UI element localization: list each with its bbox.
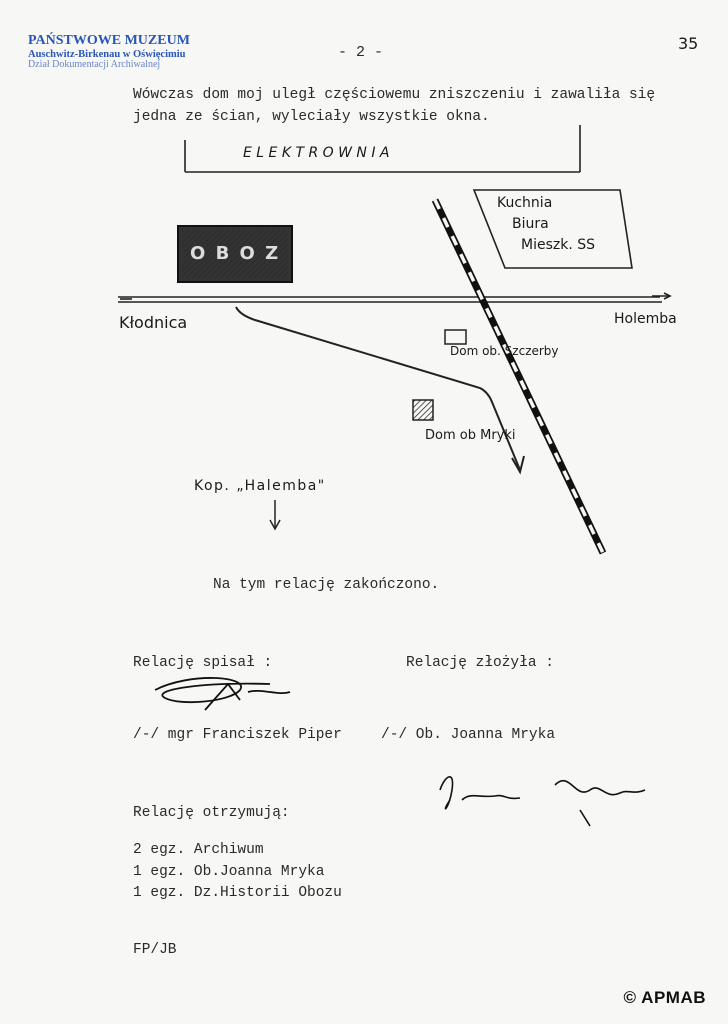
intro-line-1: Wówczas dom moj uległ częściowemu zniszczeniu i zawaliła się — [133, 87, 656, 103]
stamp-line-1: PAŃSTWOWE MUZEUM — [28, 33, 190, 48]
recipients-label: Relację otrzymują: — [133, 805, 290, 821]
mine-label: Kop. „Halemba" — [194, 478, 326, 494]
recipient-item: 1 egz. Dz.Historii Obozu — [133, 885, 342, 901]
recipient-item: 2 egz. Archiwum — [133, 842, 264, 858]
witness-name: /-/ Ob. Joanna Mryka — [381, 727, 556, 743]
mine-arrow — [270, 500, 280, 529]
ss-building-label-1: Kuchnia — [497, 195, 553, 211]
ss-building-label-2: Biura — [512, 216, 549, 232]
initials: FP/JB — [133, 942, 177, 958]
east-label: Holemba — [614, 311, 677, 327]
house-szczerba-label: Dom ob. Szczerby — [450, 344, 559, 358]
recorded-by-label: Relację spisał : — [133, 655, 273, 671]
stamp-line-2: Auschwitz-Birkenau w Oświęcimiu — [28, 48, 186, 60]
house-szczerba-marker — [445, 330, 466, 344]
side-road — [236, 307, 524, 472]
page-number: - 2 - — [338, 44, 384, 61]
recorder-name: /-/ mgr Franciszek Piper — [133, 727, 342, 743]
house-mryka-marker — [413, 400, 433, 420]
camp-label: O B O Z — [190, 243, 281, 264]
archive-number: 35 — [678, 34, 699, 53]
given-by-label: Relację złożyła : — [406, 655, 554, 671]
recipient-item: 1 egz. Ob.Joanna Mryka — [133, 864, 325, 880]
main-road — [118, 293, 670, 302]
power-plant-label: E L E K T R O W N I A — [243, 145, 390, 161]
house-mryka-label: Dom ob Mryki — [425, 428, 516, 443]
west-label: Kłodnica — [119, 313, 188, 332]
copyright-watermark: © APMAB — [623, 988, 706, 1007]
intro-line-2: jedna ze ścian, wyleciały wszystkie okna. — [133, 109, 490, 125]
stamp-line-3: Dział Dokumentacji Archiwalnej — [28, 58, 161, 70]
ss-building-label-3: Mieszk. SS — [521, 237, 596, 253]
closing-text: Na tym relację zakończono. — [213, 577, 440, 593]
